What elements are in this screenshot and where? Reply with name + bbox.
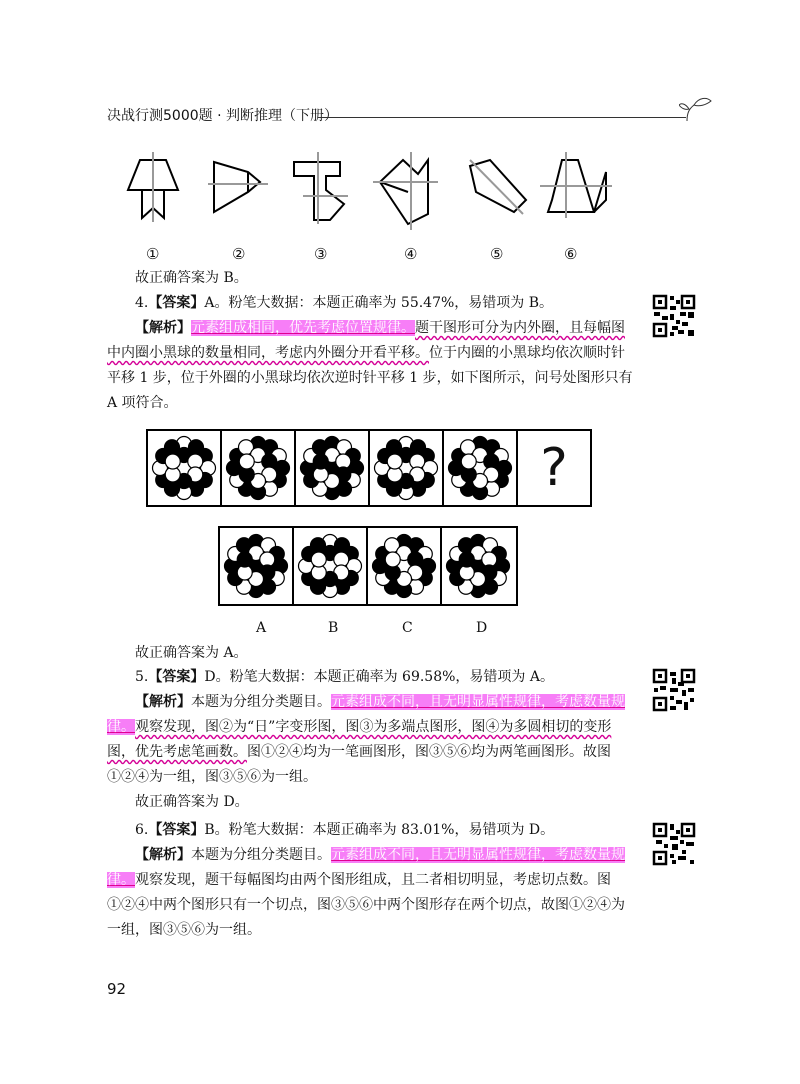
option-a-label: A	[256, 620, 267, 636]
label-1: ①	[146, 245, 160, 263]
q4-question-figures	[146, 429, 592, 507]
q4-question-mark: ?	[540, 438, 568, 498]
option-d-label: D	[476, 620, 488, 636]
option-ball-cluster-4	[447, 535, 510, 598]
q5-highlight-1: 元素组成不同，且无明显属性规律，考虑数量规	[331, 694, 625, 710]
label-6: ⑥	[564, 245, 578, 263]
q6-highlight-2: 律。	[107, 872, 135, 888]
q5-analysis-line-3	[107, 742, 611, 762]
figure-shapes-1-6	[118, 152, 638, 264]
q6-answer-line	[135, 820, 554, 840]
q6-l2-rest: 观察发现，题干每幅图均由两个图形组成，且二者相切明显，考虑切点数。图	[135, 872, 611, 888]
option-ball-patterns	[220, 528, 516, 604]
option-ball-cluster-3	[373, 535, 436, 598]
q6-l1-pre: 本题为分组分类题目。	[191, 847, 331, 863]
q6-answer-tag: 【答案】	[148, 822, 205, 838]
q6-analysis-tag: 【解析】	[135, 847, 191, 863]
q4-ball-cluster-4	[375, 437, 438, 500]
header-rule	[318, 117, 686, 118]
q4-analysis-tag: 【解析】	[135, 320, 191, 336]
q6-analysis-line-3: ①②④中两个图形只有一个切点，图③⑤⑥中两个图形存在两个切点，故图①②④为	[107, 897, 625, 913]
q6-highlight-1: 元素组成不同，且无明显属性规律，考虑数量规	[331, 847, 625, 863]
q4-analysis-line-1	[135, 318, 625, 338]
q6-analysis-line-1	[135, 845, 625, 865]
q5-analysis-line-2	[107, 717, 611, 737]
q5-l3-ul: 图，优先考虑笔画数。	[107, 744, 247, 760]
q4-conclusion: 故正确答案为 A。	[135, 645, 248, 661]
q5-highlight-2: 律。	[107, 719, 135, 735]
running-header	[107, 101, 707, 135]
label-3: ③	[314, 245, 328, 263]
option-b-label: B	[328, 620, 339, 636]
q4-analysis-l1-rest: 题干图形可分为内外圈，且每幅图	[415, 320, 625, 336]
q4-answer-line	[135, 293, 553, 313]
shape-4	[380, 160, 428, 224]
option-ball-cluster-1	[225, 535, 288, 598]
q4-answer-tag: 【答案】	[148, 295, 205, 311]
sprout-icon	[679, 95, 713, 121]
shapes-drawing	[118, 152, 638, 247]
q4-analysis-line-3: 平移 1 步，位于外圈的小黑球均依次逆时针平移 1 步，如下图所示，问号处图形只有	[107, 370, 633, 386]
page-number: 92	[107, 980, 127, 998]
q4-ball-patterns	[148, 431, 518, 505]
q5-answer-tag: 【答案】	[148, 669, 205, 685]
q3-conclusion: 故正确答案为 B。	[135, 270, 248, 286]
q4-answer-text: A。粉笔大数据：本题正确率为 55.47%，易错项为 B。	[204, 295, 554, 311]
q5-analysis-line-4: ①②④为一组，图③⑤⑥为一组。	[107, 769, 317, 785]
q5-answer-line	[135, 667, 554, 687]
book-title: 决战行测5000题 · 判断推理（下册）	[107, 108, 338, 124]
label-5: ⑤	[490, 245, 504, 263]
q5-number: 5.	[135, 669, 149, 685]
label-4: ④	[404, 245, 418, 263]
q4-option-figures	[218, 526, 518, 606]
q5-l2-rest: 观察发现，图②为“日”字变形图，图③为多端点图形，图④为多圆相切的变形	[135, 719, 612, 735]
qr-code-icon-q4[interactable]	[652, 294, 696, 338]
q4-ball-cluster-1	[153, 437, 216, 500]
q5-analysis-line-1	[135, 692, 625, 712]
q5-analysis-tag: 【解析】	[135, 694, 191, 710]
q4-analysis-line-4: A 项符合。	[107, 395, 178, 411]
label-2: ②	[232, 245, 246, 263]
shape-2	[214, 162, 260, 212]
q6-analysis-line-2	[107, 870, 611, 890]
q4-ball-cluster-3	[301, 437, 364, 500]
q5-l1-pre: 本题为分组分类题目。	[191, 694, 331, 710]
q5-answer-text: D。粉笔大数据：本题正确率为 69.58%，易错项为 A。	[204, 669, 554, 685]
q4-analysis-l2-ul: 中内圈小黑球的数量相同，考虑内外圈分开看平移。	[107, 345, 429, 361]
qr-code-icon-q5[interactable]	[652, 668, 696, 712]
q4-ball-cluster-5	[449, 437, 512, 500]
q6-answer-text: B。粉笔大数据：本题正确率为 83.01%，易错项为 D。	[204, 822, 555, 838]
q4-highlight: 元素组成相同，优先考虑位置规律。	[191, 320, 415, 336]
q4-analysis-line-2	[107, 343, 625, 363]
q5-conclusion: 故正确答案为 D。	[135, 794, 249, 810]
qr-code-icon-q6[interactable]	[652, 822, 696, 866]
q5-l3-rest: 图①②④均为一笔画图形，图③⑤⑥均为两笔画图形。故图	[247, 744, 611, 760]
q4-number: 4.	[135, 295, 149, 311]
option-ball-cluster-2	[299, 535, 362, 598]
q6-analysis-line-4: 一组，图③⑤⑥为一组。	[107, 922, 261, 938]
q6-number: 6.	[135, 822, 149, 838]
option-c-label: C	[402, 620, 413, 636]
q4-ball-cluster-2	[227, 437, 290, 500]
q4-analysis-l2-rest: 位于内圈的小黑球均依次顺时针	[429, 345, 625, 361]
